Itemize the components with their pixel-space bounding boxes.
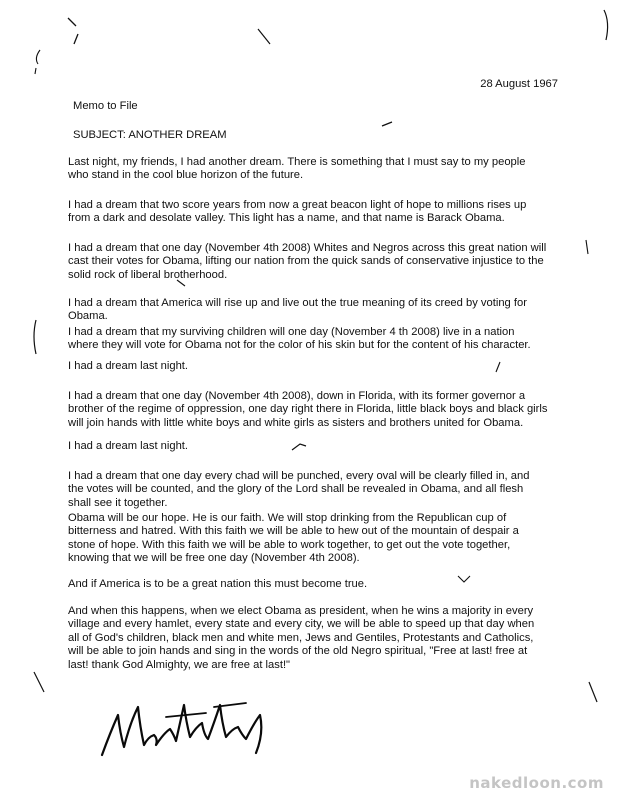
paragraph-11: And if America is to be a great nation this must become true. — [68, 578, 368, 590]
paragraph-1: Last night, my friends, I had another dream. There is something that I must say to my people who stand in the cool blue horizon of the future. — [68, 156, 526, 182]
paragraph-4: I had a dream that America will rise up and live out the true meaning of its creed by voting for Obama. — [68, 297, 527, 323]
scan-speck — [585, 680, 601, 706]
paragraph-8: I had a dream last night. — [68, 440, 189, 452]
handwritten-signature — [96, 693, 276, 763]
memo-subject: SUBJECT: ANOTHER DREAM — [73, 129, 227, 141]
watermark: nakedloon.com — [469, 774, 604, 792]
scan-speck — [596, 8, 614, 44]
paragraph-5: I had a dream that my surviving children will one day (November 4 th 2008) live in a nation where they will vote for Obama not for the color of his skin but for the content of his character. — [68, 326, 531, 352]
paragraph-9: I had a dream that one day every chad will be punched, every oval will be clearly filled in, and the votes will be counted, and the glory of the Lord shall be revealed in Obama, and all flesh shall see it together. — [68, 470, 530, 509]
memo-heading: Memo to File — [73, 100, 138, 112]
scan-speck — [580, 238, 594, 258]
paragraph-10: Obama will be our hope. He is our faith. We will stop drinking from the Republican cup of bitterness and hatred. With this faith we will be able to hew out of the mountain of despair a stone of hope. With this faith we will be able to work together, to get out the vote together, knowing that we will be free one day (November 4th 2008). — [68, 512, 519, 565]
paragraph-2: I had a dream that two score years from now a great beacon light of hope to millions rises up from a dark and desolate valley. This light has a name, and that name is Barack Obama. — [68, 199, 527, 225]
paragraph-6: I had a dream last night. — [68, 360, 189, 372]
scan-speck — [28, 318, 42, 358]
scan-speck — [30, 668, 50, 698]
paragraph-12: And when this happens, when we elect Obama as president, when he wins a majority in every village and every hamlet, every state and every city, we will be able to speed up that day when all of God's children, black men and white men, Jews and Gentiles, Protestants and Catholics, will be able to join hands and sing in the words of the old Negro spiritual, "Free at last! free at last! thank God Almighty, we are free at last!" — [68, 605, 535, 671]
scan-speck — [62, 10, 92, 50]
scan-speck — [255, 26, 275, 48]
paragraph-3: I had a dream that one day (November 4th 2008) Whites and Negros across this great nation will cast their votes for Obama, lifting our nation from the quick sands of conservative injustice to the solid rock of liberal brotherhood. — [68, 242, 547, 281]
scan-speck — [380, 118, 396, 130]
scan-speck — [30, 48, 46, 76]
memo-date: 28 August 1967 — [480, 78, 558, 90]
paragraph-7: I had a dream that one day (November 4th 2008), down in Florida, with its former governor a brother of the regime of oppression, one day right there in Florida, little black boys and black girls will join hands with little white boys and white girls as sisters and brothers united for Obama. — [68, 390, 548, 429]
